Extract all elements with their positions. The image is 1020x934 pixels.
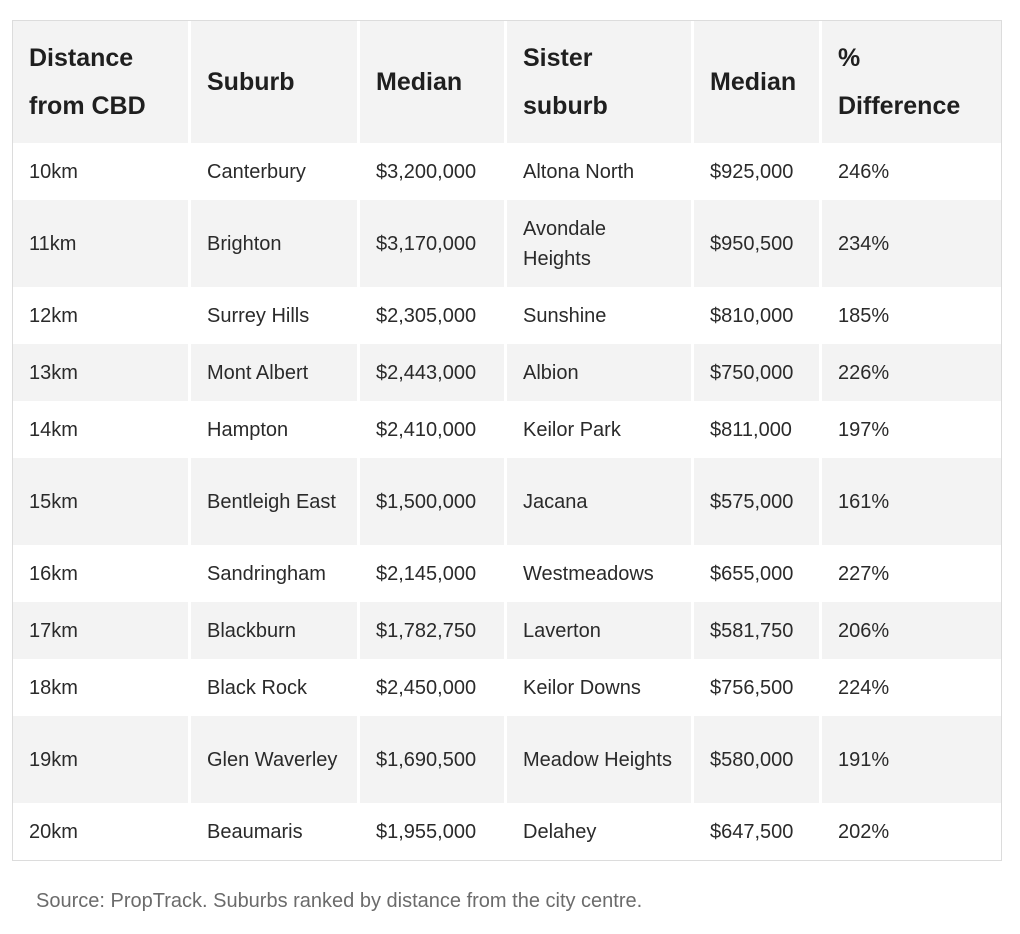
cell-sister-median: $581,750 <box>694 602 822 659</box>
table-body <box>13 143 1001 860</box>
suburb-comparison-table <box>13 21 1001 860</box>
cell-median: $1,690,500 <box>360 716 507 803</box>
cell-percent-difference: 202% <box>822 803 1001 860</box>
cell-median: $3,200,000 <box>360 143 507 200</box>
cell-sister-median: $810,000 <box>694 287 822 344</box>
table-row <box>13 143 1001 200</box>
cell-suburb: Brighton <box>191 200 360 287</box>
table-row <box>13 287 1001 344</box>
cell-percent-difference: 161% <box>822 458 1001 545</box>
cell-suburb: Black Rock <box>191 659 360 716</box>
cell-sister-suburb: Keilor Park <box>507 401 694 458</box>
cell-percent-difference: 226% <box>822 344 1001 401</box>
cell-sister-suburb: Avondale Heights <box>507 200 694 287</box>
cell-distance: 17km <box>13 602 191 659</box>
cell-sister-suburb: Albion <box>507 344 694 401</box>
cell-median: $2,450,000 <box>360 659 507 716</box>
header-distance: Distance from CBD <box>13 21 191 143</box>
table-row <box>13 716 1001 803</box>
table-row <box>13 659 1001 716</box>
cell-percent-difference: 234% <box>822 200 1001 287</box>
cell-median: $1,782,750 <box>360 602 507 659</box>
cell-sister-suburb: Keilor Downs <box>507 659 694 716</box>
cell-sister-suburb: Westmeadows <box>507 545 694 602</box>
table-header-row <box>13 21 1001 143</box>
cell-sister-suburb: Sunshine <box>507 287 694 344</box>
cell-sister-median: $811,000 <box>694 401 822 458</box>
cell-sister-suburb: Altona North <box>507 143 694 200</box>
table-row <box>13 344 1001 401</box>
cell-suburb: Mont Albert <box>191 344 360 401</box>
cell-percent-difference: 224% <box>822 659 1001 716</box>
cell-sister-suburb: Laverton <box>507 602 694 659</box>
header-sister-median: Median <box>694 21 822 143</box>
cell-distance: 10km <box>13 143 191 200</box>
table-row <box>13 602 1001 659</box>
cell-sister-median: $925,000 <box>694 143 822 200</box>
table-row <box>13 458 1001 545</box>
header-suburb: Suburb <box>191 21 360 143</box>
cell-distance: 14km <box>13 401 191 458</box>
cell-sister-median: $647,500 <box>694 803 822 860</box>
cell-sister-median: $575,000 <box>694 458 822 545</box>
header-sister-suburb: Sister suburb <box>507 21 694 143</box>
cell-percent-difference: 185% <box>822 287 1001 344</box>
cell-distance: 11km <box>13 200 191 287</box>
cell-median: $2,145,000 <box>360 545 507 602</box>
cell-percent-difference: 191% <box>822 716 1001 803</box>
cell-suburb: Sandringham <box>191 545 360 602</box>
cell-sister-suburb: Delahey <box>507 803 694 860</box>
cell-sister-median: $950,500 <box>694 200 822 287</box>
header-percent-difference: % Difference <box>822 21 1001 143</box>
cell-distance: 12km <box>13 287 191 344</box>
cell-suburb: Glen Waverley <box>191 716 360 803</box>
cell-percent-difference: 227% <box>822 545 1001 602</box>
cell-sister-median: $580,000 <box>694 716 822 803</box>
cell-suburb: Blackburn <box>191 602 360 659</box>
cell-sister-suburb: Jacana <box>507 458 694 545</box>
cell-median: $3,170,000 <box>360 200 507 287</box>
table-row <box>13 545 1001 602</box>
cell-median: $2,410,000 <box>360 401 507 458</box>
cell-distance: 18km <box>13 659 191 716</box>
cell-sister-median: $750,000 <box>694 344 822 401</box>
table-row <box>13 401 1001 458</box>
cell-percent-difference: 246% <box>822 143 1001 200</box>
cell-median: $1,955,000 <box>360 803 507 860</box>
suburb-comparison-table-container <box>12 20 1002 861</box>
cell-distance: 13km <box>13 344 191 401</box>
cell-sister-median: $756,500 <box>694 659 822 716</box>
cell-suburb: Beaumaris <box>191 803 360 860</box>
cell-suburb: Canterbury <box>191 143 360 200</box>
source-note: Source: PropTrack. Suburbs ranked by distance from the city centre. <box>36 890 643 912</box>
table-row <box>13 200 1001 287</box>
cell-median: $2,443,000 <box>360 344 507 401</box>
cell-distance: 15km <box>13 458 191 545</box>
table-header <box>13 21 1001 143</box>
cell-distance: 20km <box>13 803 191 860</box>
cell-suburb: Hampton <box>191 401 360 458</box>
cell-distance: 19km <box>13 716 191 803</box>
cell-distance: 16km <box>13 545 191 602</box>
cell-median: $2,305,000 <box>360 287 507 344</box>
cell-percent-difference: 206% <box>822 602 1001 659</box>
cell-sister-suburb: Meadow Heights <box>507 716 694 803</box>
cell-sister-median: $655,000 <box>694 545 822 602</box>
cell-percent-difference: 197% <box>822 401 1001 458</box>
cell-suburb: Bentleigh East <box>191 458 360 545</box>
table-row <box>13 803 1001 860</box>
header-median: Median <box>360 21 507 143</box>
cell-median: $1,500,000 <box>360 458 507 545</box>
cell-suburb: Surrey Hills <box>191 287 360 344</box>
